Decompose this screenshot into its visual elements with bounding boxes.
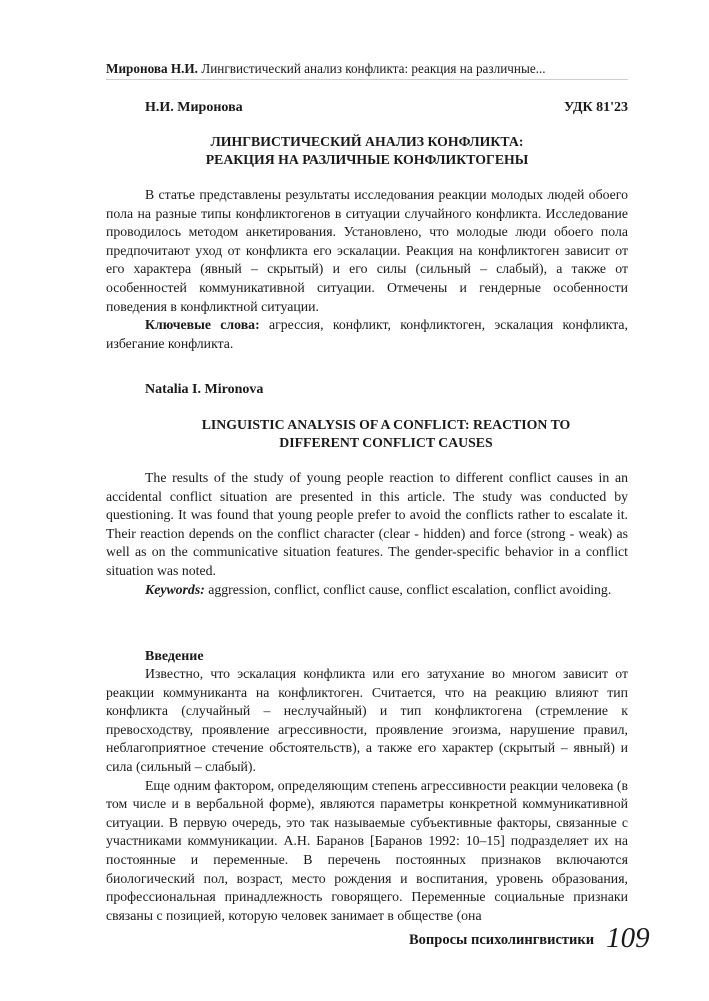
title-en-line-1: LINGUISTIC ANALYSIS OF A CONFLICT: REACTION TO	[201, 417, 571, 432]
keywords-ru-label: Ключевые слова:	[145, 317, 260, 333]
running-head-title: Лингвистический анализ конфликта: реакция на различные...	[201, 61, 546, 76]
intro-paragraph-2: Еще одним фактором, определяющим степень агрессивности реакции человека (в том числе и в вербальной форме), являются параметры конкретной коммуникативной ситуации. В первую очередь, это так называемые субъективные факторы, связанные с участниками коммуникации. А.Н. Баранов [Баранов 1992: 10–15] подразделяет их на постоянные и переменные. В перечень постоянных признаков включаются биологический пол, возраст, место рождения и воспитания, уровень образования, профессиональная принадлежность говорящего. Переменные социальные признаки связаны с позицией, которую человек занимает в обществе (она	[106, 777, 628, 923]
page-number: 109	[606, 922, 650, 954]
keywords-ru-text: агрессия, конфликт, конфликтоген, эскалация конфликта, избегание конфликта.	[106, 317, 628, 351]
abstract-en: The results of the study of young people reaction to different conflict causes in an accidental conflict situation are presented in this article. The study was conducted by questioning. It was found that young people prefer to avoid the conflicts rather to escalate it. Their reaction depends on the conflict character (clear - hidden) and force (strong - weak) as well as on the communicative situation features. The gender-specific behavior in a conflict situation was noted.	[106, 470, 628, 578]
abstract-ru-block	[106, 186, 628, 353]
header-divider	[106, 79, 628, 80]
running-head-author: Миронова Н.И.	[106, 61, 198, 76]
intro-paragraph-1: Известно, что эскалация конфликта или его затухание во многом зависит от реакции коммуниканта на конфликтоген. Считается, что на реакцию влияют тип конфликта (случайный – неслучайный) и тип конфликтогена (стремление к превосходству, проявление агрессивности, проявление эгоизма, нарушение правил, неблагоприятное стечение обстоятельств), а также его характер (скрытый – явный) и сила (сильный – слабый).	[106, 666, 628, 774]
article-title-en	[106, 416, 666, 452]
abstract-en-block	[106, 469, 628, 599]
author-line	[145, 99, 628, 117]
author-name-ru: Н.И. Миронова	[145, 100, 243, 115]
keywords-ru	[106, 316, 628, 353]
article-title-ru	[106, 133, 628, 169]
page-footer	[409, 918, 659, 954]
keywords-en-text: aggression, conflict, conflict cause, conflict escalation, conflict avoiding.	[204, 581, 612, 597]
keywords-en	[106, 581, 628, 600]
section-title: Введение	[145, 649, 204, 664]
introduction-body	[106, 665, 628, 925]
udc-code: УДК 81'23	[563, 100, 628, 115]
title-ru-line-2: РЕАКЦИЯ НА РАЗЛИЧНЫЕ КОНФЛИКТОГЕНЫ	[205, 152, 529, 167]
abstract-ru: В статье представлены результаты исследования реакции молодых людей обоего пола на разные типы конфликтогенов в ситуации случайного конфликта. Исследование проводилось методом анкетирования. Установлено, что молодые люди обоего пола предпочитают уход от конфликта его эскалации. Реакция на конфликтоген зависит от его характера (явный – скрытый) и его силы (сильный – слабый), а также от особенностей коммуникативной ситуации. Отмечены и гендерные особенности поведения в конфликтной ситуации.	[106, 187, 628, 314]
title-en-line-2: DIFFERENT CONFLICT CAUSES	[279, 435, 493, 450]
author-name-en: Natalia I. Mironova	[145, 382, 264, 397]
title-ru-line-1: ЛИНГВИСТИЧЕСКИЙ АНАЛИЗ КОНФЛИКТА:	[210, 134, 524, 149]
keywords-en-label: Keywords:	[145, 581, 205, 597]
running-head	[106, 60, 628, 78]
journal-name: Вопросы психолингвистики	[409, 932, 595, 948]
